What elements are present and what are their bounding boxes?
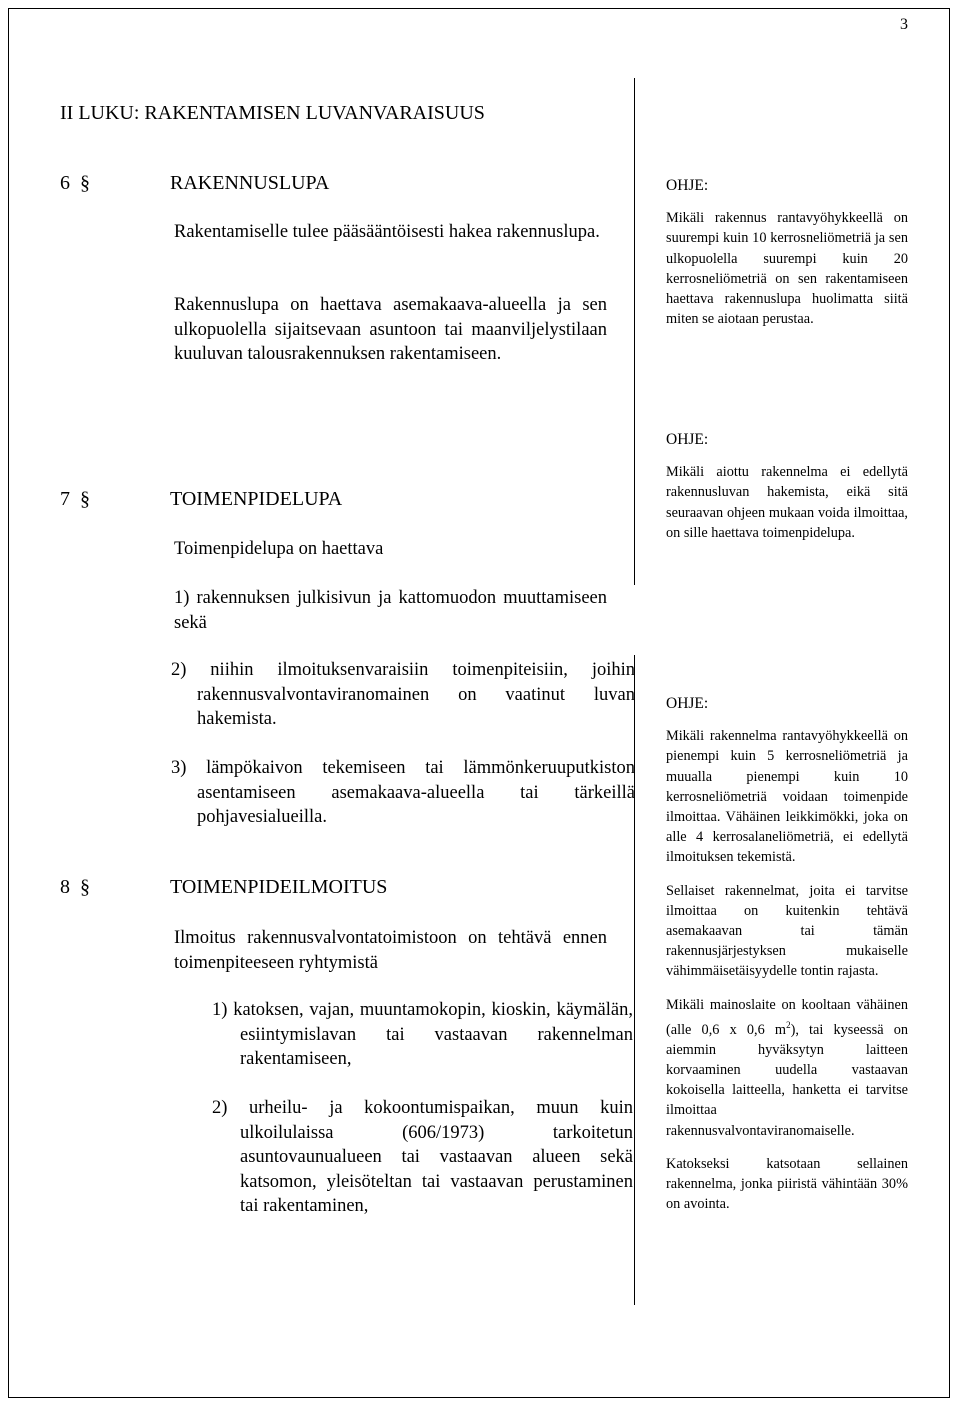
column-divider (634, 655, 635, 1305)
section-number: 8 (60, 876, 70, 898)
section-7-item-3: 3) lämpökaivon tekemiseen tai lämmönkeruuputkiston asentamiseen asemakaava-alueella tai tärkeillä pohjavesialueilla. (171, 758, 635, 827)
note-paragraph-3: Mikäli mainoslaite on kooltaan vähäinen (alle 0,6 x 0,6 $m^2$), tai kyseessä on aiemmin hyväksytyn laitteen korvaaminen uudella vastaavan kokoisella laitteella, hanketta ei tarvitse ilmoittaa rakennusvalvontaviranomaiselle. (666, 996, 908, 1139)
note-text: Mikäli aiottu rakennelma ei edellytä rakennusluvan hakemista, eikä sitä seuraavan ohjeen mukaan voida ilmoittaa, on sille haettava toimenpidelupa. (666, 464, 908, 541)
section-title: TOIMENPIDEILMOITUS (170, 876, 388, 898)
note-paragraph-1: Mikäli rakennelma rantavyöhykkeellä on pienempi kuin 5 kerrosneliömetriä ja muualla pienempi kuin 10 kerrosneliömetriä voidaan toimenpide ilmoittaa. Vähäinen leikkimökki, joka on alle 4 kerrosalaneliömetriä, ei edellytä ilmoituksen tekemistä. (666, 728, 908, 866)
guidance-note-3 (666, 694, 908, 1227)
section-title: TOIMENPIDELUPA (170, 488, 343, 510)
section-6-paragraph-2: Rakennuslupa on haettava asemakaava-alueella ja sen ulkopuolella sijaitsevaan asuntoon tai maanviljelystilaan kuuluvan talousrakennuksen rakentamiseen. (174, 295, 607, 364)
section-6-paragraph-1: Rakentamiselle tulee pääsääntöisesti hakea rakennuslupa. (174, 222, 600, 242)
section-8-item-2: 2) urheilu- ja kokoontumispaikan, muun kuin ulkoilulaissa (606/1973) tarkoitetun asuntovaunualueen tai vastaavan alueen sekä katsomon, yleisöteltan tai vastaavan perustaminen tai rakentaminen, (212, 1098, 633, 1216)
section-title: RAKENNUSLUPA (170, 172, 330, 194)
section-symbol: § (80, 876, 90, 898)
section-7-heading (60, 488, 342, 511)
section-8-intro: Ilmoitus rakennusvalvontatoimistoon on tehtävä ennen toimenpiteeseen ryhtymistä (174, 928, 607, 973)
note-label: OHJE: (666, 177, 709, 194)
note-text: Mikäli rakennus rantavyöhykkeellä on suurempi kuin 10 kerrosneliömetriä ja sen ulkopuolella suurempi kuin 20 kerrosneliömetriä on sen rakentamiseen haettava rakennuslupa huolimatta siitä miten se aiotaan perustaa. (666, 210, 908, 328)
note-paragraph-2: Sellaiset rakennelmat, joita ei tarvitse ilmoittaa on kuitenkin tehtävä asemakaavan tai tämän rakennusjärjestyksen mukaiselle vähimmäisetäisyydelle tontin rajasta. (666, 882, 908, 980)
section-6-heading (60, 172, 329, 195)
note-label: OHJE: (666, 695, 709, 712)
section-7-item-1: 1) rakennuksen julkisivun ja kattomuodon muuttamiseen sekä (174, 588, 607, 633)
section-number: 6 (60, 172, 70, 194)
section-7-intro: Toimenpidelupa on haettava (174, 539, 384, 559)
note-paragraph-4: Katokseksi katsotaan sellainen rakennelma, jonka piiristä vähintään 30% on avointa. (666, 1155, 908, 1213)
chapter-title: II LUKU: RAKENTAMISEN LUVANVARAISUUS (60, 102, 485, 124)
guidance-note-2 (666, 430, 908, 556)
section-7-item-2: 2) niihin ilmoituksenvaraisiin toimenpiteisiin, joihin rakennusvalvontaviranomainen on vaatinut luvan hakemista. (171, 660, 635, 729)
column-divider (634, 78, 635, 585)
section-8-item-1: 1) katoksen, vajan, muuntamokopin, kioskin, käymälän, esiintymislavan tai vastaavan rakennelman rakentamiseen, (212, 1000, 633, 1069)
page-number: 3 (900, 16, 908, 33)
guidance-note-1 (666, 176, 908, 342)
note-label: OHJE: (666, 431, 709, 448)
section-8-heading (60, 876, 387, 899)
section-symbol: § (80, 488, 90, 510)
section-number: 7 (60, 488, 70, 510)
section-symbol: § (80, 172, 90, 194)
